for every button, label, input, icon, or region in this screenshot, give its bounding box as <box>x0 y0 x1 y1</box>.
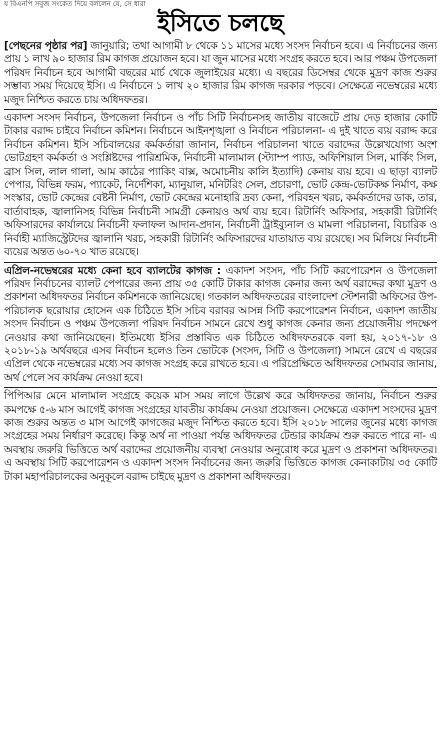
paragraph-ballot-paper <box>4 265 437 386</box>
divider <box>4 109 437 110</box>
top-strip-text: য বিএনপি সবুজ সংকেত দিয়ে বললেন যে, সে ধারা <box>4 0 146 8</box>
paragraph-text: পিপিআর মেনে মালামাল সংগ্রহে কয়েক মাস সময় লাগে উল্লেখ করে অধিদফতর জানায়, নির্বাচন শুরুর কমপক্ষে ৫-৬ মাস আগেই কাগজ সংগ্রহের যাবতীয় কার্যক্রম নেওয়া প্রয়োজন। সেক্ষেত্রে একাদশ সংসদের মুদ্রণ কাজ শুরুর অন্তত ৩ মাস আগেই কাগজের মজুদ নিশ্চিত করতে হবে। ইসি ২০১৮ সালের জুনের মধ্যে কাগজ সংগ্রহের সময় নির্ধারণ করেছে। কিন্তু অর্থ না পাওয়া পর্যন্ত অধিদফতর টেন্ডার কার্যক্রম শুরু করতে পারে না- এ অবস্থায় জরুরি ভিত্তিতে অর্থ বরাদ্দের প্রয়োজনীয় ব্যবস্থা নেওয়ার অনুরোধ করে মুদ্রণ ও প্রকাশনা অধিদফতর। এ অবস্থায় সিটি করপোরেশন ও একাদশ সংসদ নির্বাচনের জন্য জরুরি ভিত্তিতে কাগজ কেনাকাটায় ৩৫ কোটি টাকা মহাপরিচালকের অনুকূলে বরাদ্দ চাইছে মুদ্রণ ও প্রকাশনা অধিদফতর। <box>4 390 437 483</box>
subheading: এপ্রিল-নভেম্বরের মধ্যে কেনা হবে ব্যালটের কাগজ : <box>4 264 221 277</box>
paragraph-ppr <box>4 390 437 484</box>
divider <box>4 262 437 263</box>
continued-from-label: [পেছনের পৃষ্ঠার পর] <box>4 40 88 52</box>
paragraph-continued <box>4 40 437 107</box>
paragraph-text: জানুয়ারি; তথা আগামী ৮ থেকে ১১ মাসের মধ্যে সংসদ নির্বাচন হবে। এ নির্বাচনের জন্য প্রায় ১ লাখ ৯০ হাজার রিম কাগজ প্রয়োজন হবে। যা জুন মাসের মধ্যে সংগ্রহ করতে হবে। আর পঞ্চম উপজেলা পরিষদ নির্বাচন হবে আগামী বছরের মার্চ থেকে জুলাইয়ের মধ্যে। এ বছরের ডিসেম্বর থেকে মুদ্রণ কাজ শুরুর সম্ভাব্য সময় দিয়েছে ইসি। এ নির্বাচনে ১ লাখ ২০ হাজার রিম কাগজ দরকার পড়বে। সেক্ষেত্রে নভেম্বরের মধ্যে মজুদ নিশ্চিত করতে চায় অধিদফতর। <box>4 40 438 106</box>
paragraph-budget <box>4 112 437 259</box>
article-body <box>4 40 437 484</box>
paragraph-text: একাদশ সংসদ, পাঁচ সিটি করপোরেশন ও উপজেলা পরিষদ নির্বাচনের ব্যালট পেপারের জন্য প্রায় ৩৫ কোটি টাকার কাগজ কেনার জন্য অর্থ বরাদ্দের কথা মুদ্রণ ও প্রকাশনা অধিদফতর নির্বাচন কমিশনকে জানিয়েছে। গতকাল অধিদফতরের বাংলাদেশ স্টেশনারী অফিসের উপ-পরিচালক ছরোয়ার হোসেন এক চিঠিতে ইসি সচিব বরাবর আসন্ন সিটি করপোরেশন নির্বাচন, একাদশ জাতীয় সংসদ নির্বাচন ও পঞ্চম উপজেলা পরিষদ নির্বাচন সামনে রেখে শুধু কাগজ কেনার জন্য প্রয়োজনীয় পদক্ষেপ নেওয়ার কথা জানিয়েছেন। ইতিমধ্যে ইসির প্রস্তাবিত এক চিঠিতে অধিদফতরকে বলা হয়, ২০১৭-১৮ ও ২০১৮-১৯ অর্থবছরে এসব নির্বাচন হলেও তিন ভোটকে (সংসদ, সিটি ও উপজেলা) সামনে রেখে এ বছরের এপ্রিল থেকে নভেম্বরের মধ্যে সব কাগজ সংগ্রহ করে রাখতে হবে। এ পরিপ্রেক্ষিতে অধিদফতর সোমবার জানায়, অর্থ পেলে সব কার্যক্রম নেওয়া হবে। <box>4 264 437 384</box>
headline: ইসিতে চলছে <box>157 9 284 37</box>
paragraph-text: একাদশ সংসদ নির্বাচন, উপজেলা নির্বাচন ও পাঁচ সিটি নির্বাচনসহ জাতীয় বাজেটে প্রায় দেড় হাজার কোটি টাকার বরাদ্দ চাইবে নির্বাচন কমিশন। নির্বাচনে আইনশৃঙ্খলা ও নির্বাচন পরিচালনা- এ দুই খাতে ব্যয় বরাদ্দ করে নির্বাচন কমিশন। ইসি সচিবালয়ের কর্মকর্তারা জানান, নির্বাচন পরিচালনা খাতে বরাদ্দের উল্লেখযোগ্য অংশ ভোটগ্রহণ কর্মকর্তা ও সংশ্লিষ্টদের পারিশ্রমিক, নির্বাচনী মালামাল (স্ট্যাম্প প্যাড, অফিশিয়াল সিল, মার্কিং সিল, ব্রাস সিল, লাল গালা, আম কাঠের প্যাকিং বাক্স, অমোচনীয় কালি ইত্যাদি) কেনায় ব্যয় হবে। এ ছাড়া ব্যালট পেপার, বিভিন্ন ফরম, প্যাকেট, নির্দেশিকা, ম্যানুয়াল, মনিটরিং সেল, প্রচারণা, ভোট কেন্দ্র-ভোটকক্ষ নির্মাণ, কক্ষ সংস্কার, ভোট কেন্দ্রের বেষ্টনী নির্মাণ, ভোট কেন্দ্রের মনোহারি দ্রব্য কেনা, পরিবহন খরচ, কর্মকর্তাদের ডাক, তার, বার্তাবাহক, জ্বালানিসহ বিভিন্ন নির্বাচনী সামগ্রী কেনায়ও অর্থ ব্যয় হবে। রিটার্নিং অফিসার, সহকারী রিটার্নিং অফিসারদের কার্যালয়ে নির্বাচনী ফলাফল আদান-প্রদান, নির্বাচনী ট্রাইব্যুনাল ও মামলা পরিচালনা, বিচারিক ও নির্বাহী ম্যাজিস্ট্রেটদের জ্বালানি খরচ, সহকারী রিটার্নিং অফিসারদের যাতায়াত ব্যয় রয়েছে। সব মিলিয়ে নির্বাচনী ব্যয়ের অন্তত ৬০-৭০ খাত রয়েছে। <box>4 112 437 259</box>
divider <box>4 387 437 388</box>
